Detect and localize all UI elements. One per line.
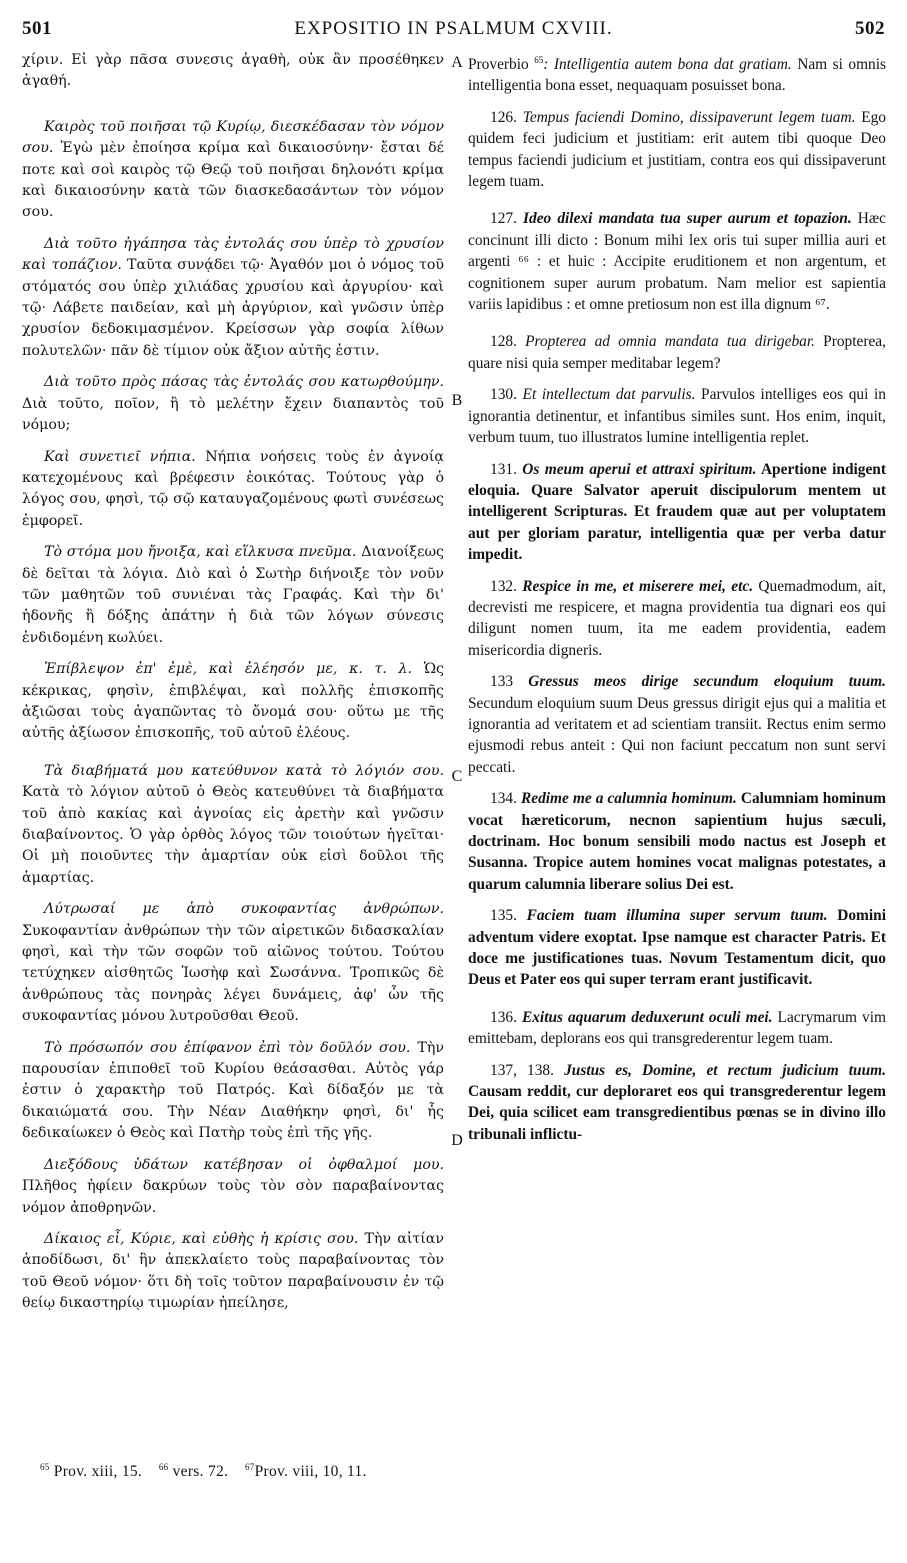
latin-paragraph: 135. Faciem tuam illumina super servum tuum. Domini adventum videre exoptat. Ipse namque est character Patris. Et doce me justificationes tuas. Novum Testamentum dicit, quo Deus et Pater eos qui super terram erant justificavit. [468, 907, 886, 989]
greek-paragraph: Καὶ συνετιεῖ νήπια. Νήπια νοήσεις τοὺς ἐν ἀγνοίᾳ κατεχομένους καὶ βρέφεσιν ἐοικότας. Τούτους γὰρ ὁ λόγος σου, φησὶ, τῷ σῷ καταυγαζομένους φωτὶ συνέσεως ἐμφορεῖ. [22, 448, 444, 529]
greek-paragraph: Ἐπίβλεψον ἐπ' ἐμὲ, καὶ ἐλέησόν με, κ. τ. λ. Ὡς κέκρικας, φησὶν, ἐπιβλέψαι, καὶ πολλῆς ἐπισκοπῆς ἀξιῶσαι τοὺς ἀγαπῶντας τὸ ὄνομά σου· οὕτω με τῆς αὐτῆς ἀξίωσον ἐπισκοπῆς, τοῦ αὐτοῦ ἐλέους. [22, 661, 444, 742]
latin-paragraph: 126. Tempus faciendi Domino, dissipaverunt legem tuam. Ego quidem feci judicium et justitiam: erit autem tibi quoque Deo tempus faciendi judicium et justitiam, contra eos qui dissipaverunt legem tuam. [468, 108, 886, 191]
page-number-left: 501 [22, 18, 52, 39]
greek-paragraph: Καιρὸς τοῦ ποιῆσαι τῷ Κυρίῳ, διεσκέδασαν τὸν νόμον σου. Ἐγὼ μὲν ἐποίησα κρίμα καὶ δικαιοσύνην· ἔσται δέ ποτε καὶ σοὶ καιρὸς τῷ Θεῷ τοῦ ποιῆσαι δηλονότι κρίμα καὶ δικαιοσύνην κατὰ τῶν διασκεδασάντων τὸν νόμον σου. [22, 118, 444, 221]
latin-paragraph: 132. Respice in me, et miserere mei, etc. Quemadmodum, ait, decrevisti me respicere, et magna providentia tua dignari eos qui diligunt nomen tuum, ita me eadem providentia, eadem misericordia digneris. [468, 577, 886, 659]
margin-marker-c: C [451, 768, 463, 785]
greek-paragraph: Τὸ στόμα μου ἤνοιξα, καὶ εἵλκυσα πνεῦμα. Διανοίξεως δὲ δεῖται τὰ λόγια. Διὸ καὶ ὁ Σωτὴρ διήνοιξε τὸν νοῦν τῶν μαθητῶν τοῦ συνιέναι τὰς Γραφάς. Καὶ τὴν δι' ἡδονῆς ἢ δόξης ἀπάτην ἡ διὰ τῶν λόγων σύνεσις ἐνδιδομένη κωλύει. [22, 544, 444, 646]
footnote-number: 65 [40, 1462, 50, 1472]
margin-marker-b: B [451, 392, 463, 409]
greek-paragraph: Τὸ πρόσωπόν σου ἐπίφανον ἐπὶ τὸν δοῦλόν σου. Τὴν παρουσίαν ἐπιποθεῖ τοῦ Κυρίου θεάσασθαι. Αὐτὸς γάρ ἐστιν ὁ χαρακτὴρ τοῦ Πατρός. Καὶ δίδαξόν με τὰ δικαιώματά σου. Τὴν Νέαν Διαθήκην φησὶ, δι' ἧς δεδικαίωκεν ὁ Θεὸς καὶ Πατὴρ τοὺς ἐπὶ τῆς γῆς. [22, 1039, 444, 1142]
footnotes [40, 1462, 367, 1481]
greek-paragraph: Δίκαιος εἶ, Κύριε, καὶ εὐθὴς ἡ κρίσις σου. Τὴν αἰτίαν ἀποδίδωσι, δι' ἣν ἀπεκλαίετο τοὺς παραβαίνοντας τὸν τοῦ Θεοῦ νόμον· ὅτι δὴ τοῖς τοῦτον παραβαίνουσιν ἐν τῷ θείῳ δικαστηρίῳ τιμωρίαν ἠπείλησε, [22, 1230, 444, 1312]
margin-marker-a: A [451, 54, 463, 71]
latin-paragraph: 127. Ideo dilexi mandata tua super aurum et topazion. Hæc concinunt illi dicto : Bonum mihi lex oris tui super millia auri et argenti ⁶⁶ : et huic : Accipite eruditionem et non argentum, et cognitionem super aurum probatum. Nam melior est sapientia variis lapidibus : et omne pretiosum non est illa dignum ⁶⁷. [468, 210, 887, 314]
greek-column [22, 50, 444, 1325]
greek-paragraph: Διὰ τοῦτο ἠγάπησα τὰς ἐντολάς σου ὑπὲρ τὸ χρυσίον καὶ τοπάζιον. Ταῦτα συνᾴδει τῷ· Ἀγαθόν μοι ὁ νόμος τοῦ στόματός σου ὑπὲρ χιλιάδας χρυσίου καὶ ἀργυρίου· καὶ τῷ· Λάβετε παιδείαν, καὶ μὴ ἀργύριον, καὶ γνῶσιν ὑπὲρ χρυσίον δεδοκιμασμένον. Κρείσσων γὰρ σοφία λίθων πολυτελῶν· πᾶν δὲ τίμιον οὐκ ἄξιον αὐτῆς ἐστιν. [22, 235, 445, 359]
latin-paragraph: 130. Et intellectum dat parvulis. Parvulos intelliges eos qui in ignorantia detinentur, et infantibus similes sunt. Hos enim, inquit, verbum tuum, tuo illustratos lumine intelligentia replet. [468, 386, 886, 447]
latin-paragraph: 134. Redime me a calumnia hominum. Calumniam hominum vocat hæreticorum, necnon sapientium hujus sæculi, doctrinam. Hoc bonum sensibili modo nactus est Joseph et Susanna. Tropice autem homines vocat malignas potestates, a quarum calumnia liberare solius Dei est. [468, 790, 886, 893]
latin-paragraph: 137, 138. Justus es, Domine, et rectum judicium tuum. Causam reddit, cur deploraret eos qui transgrederentur legem Dei, quia scilicet eam transgredientibus pœnas se in divino illo tribunali inflictu- [468, 1061, 886, 1143]
greek-paragraph: Διὰ τοῦτο πρὸς πάσας τὰς ἐντολάς σου κατωρθούμην. Διὰ τοῦτο, ποῖον, ἢ τὸ μελέτην ἔχειν διαπαντὸς τοῦ νόμου; [22, 374, 444, 434]
footnote-text: vers. 72. [168, 1463, 229, 1480]
page-header [22, 18, 885, 48]
latin-paragraph: 136. Exitus aquarum deduxerunt oculi mei. Lacrymarum vim emittebam, deplorans eos qui transgrederentur legem tuam. [468, 1008, 886, 1048]
footnote-text: Prov. viii, 10, 11. [254, 1463, 367, 1480]
footnote-text: Prov. xiii, 15. [49, 1463, 143, 1480]
running-title: EXPOSITIO IN PSALMUM CXVIII. [294, 18, 613, 39]
page-number-right: 502 [855, 18, 885, 39]
latin-paragraph: 131. Os meum aperui et attraxi spiritum. Apertione indigent eloquia. Quare Salvator aperuit discipulorum mentem ut intelligerent Scripturas. Et fraudem quæ aut per voluptatem aut per gloriam paratur, intelligentia quæ per verba datur impedit. [468, 460, 886, 564]
footnote-number: 66 [158, 1462, 169, 1472]
latin-column [468, 50, 886, 1155]
latin-paragraph: 128. Propterea ad omnia mandata tua dirigebar. Propterea, quare nisi quia semper meditabar legem? [468, 333, 886, 372]
greek-paragraph: Λύτρωσαί με ἀπὸ συκοφαντίας ἀνθρώπων. Συκοφαντίαν ἀνθρώπων τὴν τῶν αἱρετικῶν διδασκαλίαν φησὶ, καὶ τὴν τῶν σοφῶν τοῦ αἰῶνος τούτου. Τούτου τετύχηκεν αἰσθητῶς Ἰωσὴφ καὶ Σωσάννα. Τροπικῶς δὲ ἀνθρώπους τὰς πονηρὰς λέγει δυνάμεις, ἀφ' ὧν τῆς συκοφαντίας μόνου λυτροῦσθαι Θεοῦ. [22, 901, 444, 1025]
margin-marker-d: D [451, 1132, 463, 1149]
greek-paragraph: Διεξόδους ὑδάτων κατέβησαν οἱ ὀφθαλμοί μου. Πλῆθος ἠφίειν δακρύων τοὺς τὸν σὸν παραβαίνοντας νόμον ἀποθρηνῶν. [22, 1156, 444, 1216]
footnote-number: 67 [244, 1462, 255, 1472]
latin-paragraph: Proverbio $^{65}$: Intelligentia autem bona dat gratiam. Nam si omnis intelligentia bona esset, nequaquam posuisset bona. [468, 55, 887, 95]
greek-paragraph: Τὰ διαβήματά μου κατεύθυνον κατὰ τὸ λόγιόν σου. Κατὰ τὸ λόγιον αὐτοῦ ὁ Θεὸς κατευθύνει τὰ διαβήματα τοῦ ἀπὸ κακίας καὶ ἀγνοίας εἰς ἀρετὴν καὶ γνῶσιν διαβαίνοντος. Ὁ γὰρ ὀρθὸς λόγος τῶν τοιούτων ἡγεῖται· Οἱ μὴ ποιοῦντες τὴν ἁμαρτίαν οὐκ εἰσὶ δοῦλοι τῆς ἁμαρτίας. [22, 762, 444, 886]
greek-paragraph: χίριν. Εἰ γὰρ πᾶσα συνεσις ἀγαθὴ, οὐκ ἂν προσέθηκεν ἀγαθή. [22, 52, 444, 90]
latin-paragraph: 133 Gressus meos dirige secundum eloquium tuum. Secundum eloquium suum Deus gressus dirigit ejus qui a malitia et ignorantia ad veritatem et ad scientiam transiit. Rectus enim sermo ejusmodi rebus anteit : Qui non faciunt peccatum non sunt servi peccati. [468, 673, 886, 776]
